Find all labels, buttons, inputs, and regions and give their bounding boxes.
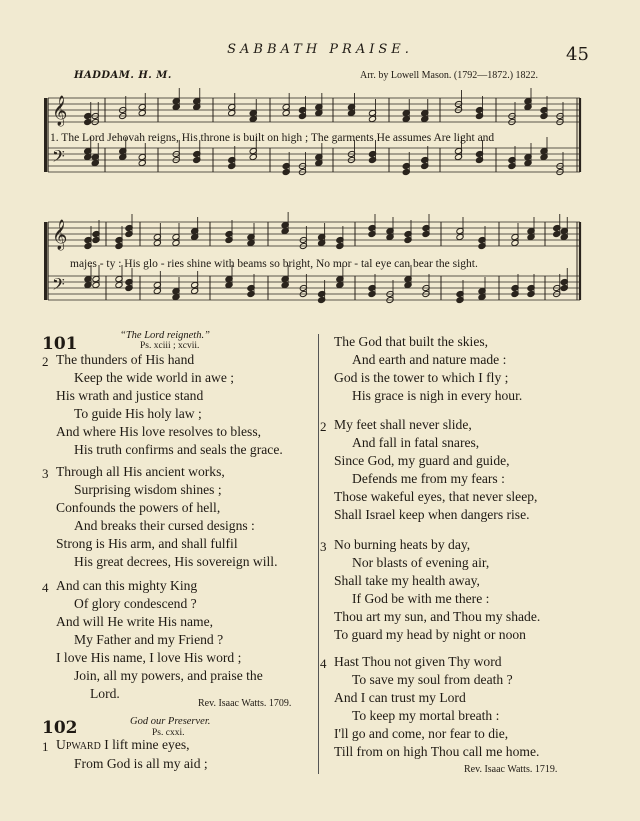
stanza-number: 4 bbox=[320, 656, 327, 671]
verse-line: To keep my mortal breath : bbox=[352, 708, 500, 723]
verse-line: Keep the wide world in awe ; bbox=[74, 370, 235, 385]
verse-line: And breaks their cursed designs : bbox=[74, 518, 255, 533]
lyrics-line-1: 1. The Lord Jehovah reigns, His throne is built on high ; The garments He assumes Are light and bbox=[50, 132, 495, 144]
verse-line-rest: I lift mine eyes, bbox=[100, 737, 190, 752]
stanza-number: 1 bbox=[42, 739, 49, 754]
verse-line: And earth and nature made : bbox=[352, 352, 507, 367]
verse-line: Lord. bbox=[90, 686, 120, 701]
bass-clef-icon: 𝄢 bbox=[52, 274, 65, 298]
page-number: 45 bbox=[566, 44, 589, 65]
hymn-title-102: God our Preserver. bbox=[130, 716, 211, 727]
verse-first-word: Upward bbox=[56, 737, 101, 752]
treble-clef-icon: 𝄞 bbox=[52, 220, 68, 250]
verse-line: The thunders of His hand bbox=[56, 352, 195, 367]
verse-line: And I can trust my Lord bbox=[334, 690, 466, 705]
bass-clef-icon: 𝄢 bbox=[52, 146, 65, 170]
verse-line: To guard my head by night or noon bbox=[334, 627, 526, 642]
hymn-102-attribution: Rev. Isaac Watts. 1719. bbox=[464, 764, 558, 775]
verse-line: Hast Thou not given Thy word bbox=[334, 654, 502, 669]
stanza-number: 2 bbox=[320, 419, 327, 434]
tune-name: HADDAM. H. M. bbox=[74, 70, 172, 81]
verse-line: From God is all my aid ; bbox=[74, 756, 208, 771]
running-title: SABBATH PRAISE. bbox=[227, 42, 413, 57]
hymn-number-101: 101 bbox=[42, 334, 78, 354]
verse-line: And will He write His name, bbox=[56, 614, 214, 629]
verse-line: Strong is His arm, and shall fulfil bbox=[56, 536, 238, 551]
verse-line: Shall Israel keep when dangers rise. bbox=[334, 507, 530, 522]
verse-line: Till from on high Thou call me home. bbox=[334, 744, 540, 759]
verse-line: His truth confirms and seals the grace. bbox=[74, 442, 283, 457]
stanza-number: 3 bbox=[42, 466, 49, 481]
system-bracket bbox=[44, 222, 47, 300]
verse-line: Defends me from my fears : bbox=[352, 471, 505, 486]
verse-line: Thou art my sun, and Thou my shade. bbox=[334, 609, 541, 624]
stanza-number: 2 bbox=[42, 354, 49, 369]
tune-arranger: Arr. by Lowell Mason. (1792—1872.) 1822. bbox=[360, 70, 539, 81]
verse-line: Surprising wisdom shines ; bbox=[74, 482, 222, 497]
verse-line: The God that built the skies, bbox=[334, 334, 489, 349]
psalm-reference-102: Ps. cxxi. bbox=[152, 728, 185, 738]
verse-line: My feet shall never slide, bbox=[334, 417, 472, 432]
lyrics-line-2: majes - ty : His glo - ries shine with beams so bright, No mor - tal eye can bear the sight. bbox=[70, 258, 478, 270]
system-bracket bbox=[44, 98, 47, 172]
verse-line: His great decrees, His sovereign will. bbox=[74, 554, 278, 569]
verse-line: Nor blasts of evening air, bbox=[352, 555, 490, 570]
hymn-title-101: “The Lord reigneth.” bbox=[120, 330, 210, 341]
verse-line: Through all His ancient works, bbox=[56, 464, 225, 479]
verse-line: Shall take my health away, bbox=[334, 573, 480, 588]
verse-line: Confounds the powers of hell, bbox=[56, 500, 221, 515]
verse-line: Since God, my guard and guide, bbox=[334, 453, 510, 468]
hymn-number-102: 102 bbox=[42, 718, 78, 738]
hymn-101-attribution: Rev. Isaac Watts. 1709. bbox=[198, 698, 292, 709]
verse-line: God is the tower to which I fly ; bbox=[334, 370, 509, 385]
verse-line: Of glory condescend ? bbox=[74, 596, 197, 611]
verse-line: And can this mighty King bbox=[56, 578, 198, 593]
stanza-number: 3 bbox=[320, 539, 327, 554]
verse-line: And fall in fatal snares, bbox=[352, 435, 480, 450]
verse-line bbox=[56, 737, 190, 753]
verse-line: Those wakeful eyes, that never sleep, bbox=[334, 489, 538, 504]
verse-line: Join, all my powers, and praise the bbox=[74, 668, 263, 683]
stanza-number: 4 bbox=[42, 580, 49, 595]
verse-line: If God be with me there : bbox=[352, 591, 490, 606]
verse-line: To guide His holy law ; bbox=[74, 406, 202, 421]
verse-line: His grace is nigh in every hour. bbox=[352, 388, 523, 403]
verse-line: To save my soul from death ? bbox=[352, 672, 513, 687]
column-divider bbox=[318, 334, 319, 774]
psalm-reference-101: Ps. xciii ; xcvii. bbox=[140, 341, 200, 351]
verse-line: No burning heats by day, bbox=[334, 537, 471, 552]
verse-line: I love His name, I love His word ; bbox=[56, 650, 242, 665]
verse-line: My Father and my Friend ? bbox=[74, 632, 224, 647]
verse-line: And where His love resolves to bless, bbox=[56, 424, 262, 439]
verse-line: I'll go and come, nor fear to die, bbox=[334, 726, 509, 741]
treble-clef-icon: 𝄞 bbox=[52, 96, 68, 126]
verse-line: His wrath and justice stand bbox=[56, 388, 204, 403]
